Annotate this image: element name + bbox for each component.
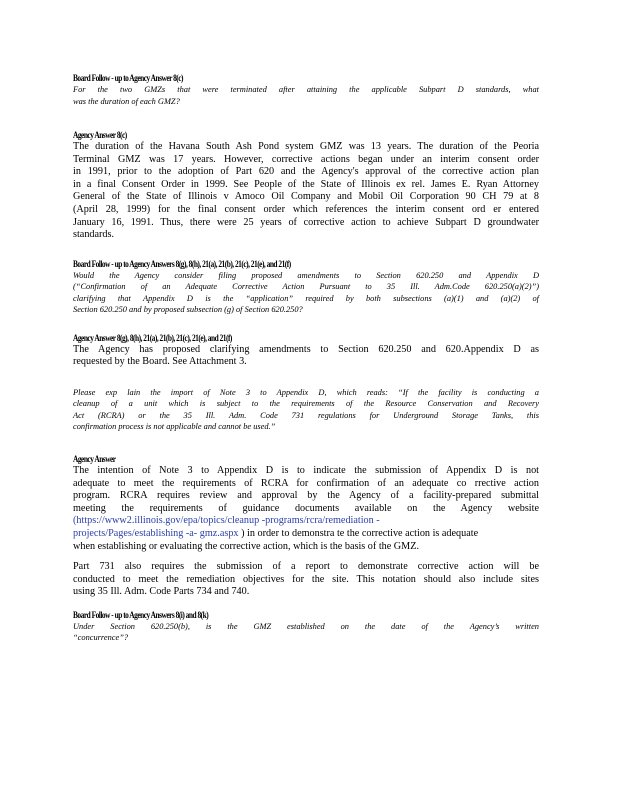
- question-line: Section 620.250 and by proposed subsection (g) of Section 620.250?: [73, 305, 303, 315]
- section-heading: Board Follow - up to Agency Answers 8(i) and 8(k): [73, 609, 209, 620]
- agency-answer-8g-21f: [73, 332, 539, 369]
- question-line: “concurrence”?: [73, 633, 129, 643]
- answer-line: meeting the requirements of guidance documents available on the Agency website: [73, 502, 539, 514]
- question-line: confirmation process is not applicable and cannot be used.”: [73, 422, 276, 432]
- answer-line: adequate to meet the requirements of RCRA for confirmation of an adequate co rrective action: [73, 477, 539, 489]
- question-line: cleanup of a unit which is subject to the requirements of the Resource Conservation and Recovery: [73, 399, 539, 409]
- agency-website-link-continued[interactable]: projects/Pages/establishing -a- gmz.aspx: [73, 527, 239, 539]
- answer-line: in 1991, prior to the adoption of Part 620 and the Agency's approval of the corrective action plan: [73, 166, 539, 178]
- question-line: Under Section 620.250(b), is the GMZ established on the date of the Agency’s written: [73, 621, 539, 631]
- question-line: clarifying that Appendix D is the “application” required by both subsections (a)(1) and (a)(2) of: [73, 293, 539, 303]
- answer-line: standards.: [73, 229, 115, 241]
- section-heading: Agency Answer 8(c): [73, 130, 127, 140]
- question-text: [73, 270, 539, 316]
- agency-website-link[interactable]: (https://www2.illinois.gov/epa/topics/cleanup -programs/rcra/remediation -: [73, 515, 380, 527]
- agency-answer-8c: [73, 129, 539, 242]
- answer-line: conducted to meet the remediation objectives for the site. This notation should also include sites: [73, 573, 539, 585]
- note-3-question: [73, 387, 539, 433]
- question-line: Would the Agency consider filing proposed amendments to Section 620.250 and Appendix D: [73, 270, 539, 280]
- board-followup-8c: [73, 72, 539, 107]
- document-content: [73, 72, 539, 644]
- answer-line: Part 731 also requires the submission of a report to demonstrate corrective action will be: [73, 561, 539, 573]
- answer-line: (April 28, 1999) for the final consent order which references the interim consent ord er entered: [73, 203, 539, 215]
- answer-text: [73, 344, 539, 369]
- answer-line: in a final Consent Order in 1999. See People of the State of Illinois ex rel. James E. Ryan Attorney: [73, 178, 539, 190]
- section-heading: Board Follow - up to Agency Answer 8(c): [73, 73, 184, 83]
- answer-line: using 35 Ill. Adm. Code Parts 734 and 740.: [73, 586, 250, 598]
- answer-line: General of the State of Illinois v Amoco Oil Company and Mobil Oil Corporation 90 CH 79 at 8: [73, 191, 539, 203]
- agency-answer-note-3: [73, 453, 539, 599]
- answer-line: program. RCRA requires review and approval by the Agency of a facility-prepared submittal: [73, 490, 539, 502]
- answer-line: The Agency has proposed clarifying amendments to Section 620.250 and 620.Appendix D as: [73, 343, 539, 355]
- question-text: [73, 621, 539, 644]
- question-line: Act (RCRA) or the 35 Ill. Adm. Code 731 regulations for Underground Storage Tanks, this: [73, 410, 539, 420]
- question-line: Please exp lain the import of Note 3 to Appendix D, which reads: “If the facility is conducting a: [73, 387, 539, 397]
- question-text: [73, 84, 539, 107]
- answer-line-tail: ) in order to demonstra te the corrective action is adequate: [238, 527, 479, 539]
- question-text: [73, 387, 539, 433]
- answer-line: [73, 528, 539, 541]
- question-line: (“Confirmation of an Adequate Corrective Action Pursuant to 35 Ill. Adm.Code 620.250(a)(2)”): [73, 282, 539, 292]
- answer-line: The duration of the Havana South Ash Pond system GMZ was 13 years. The duration of the Peoria: [73, 141, 539, 152]
- answer-paragraph-2: [73, 561, 539, 599]
- answer-line: Terminal GMZ was 17 years. However, corrective actions began under an interim consent order: [73, 153, 539, 165]
- answer-line: The intention of Note 3 to Appendix D is to indicate the submission of Appendix D is not: [73, 464, 539, 476]
- question-line: For the two GMZs that were terminated after attaining the applicable Subpart D standards, what: [73, 85, 539, 94]
- question-line: was the duration of each GMZ?: [73, 96, 180, 106]
- answer-text: [73, 465, 539, 553]
- section-heading: Board Follow - up to Agency Answers 8(g), 8(h), 21(a), 21(b), 21(c), 21(e), and 21(f): [73, 258, 291, 269]
- section-heading: Agency Answer: [73, 453, 116, 464]
- answer-line: requested by the Board. See Attachment 3.: [73, 356, 247, 368]
- section-heading: Agency Answer 8(g), 8(h), 21(a), 21(b), 21(c), 21(e), and 21(f): [73, 332, 232, 343]
- answer-line: January 16, 1991. Thus, there were 25 years of corrective action to achieve Subpart D groundwater: [73, 216, 539, 228]
- board-followup-8g-21f: [73, 258, 539, 316]
- answer-line: when establishing or evaluating the corrective action, which is the basis of the GMZ.: [73, 540, 419, 552]
- answer-text: [73, 141, 539, 242]
- board-followup-8i-8k: [73, 609, 539, 644]
